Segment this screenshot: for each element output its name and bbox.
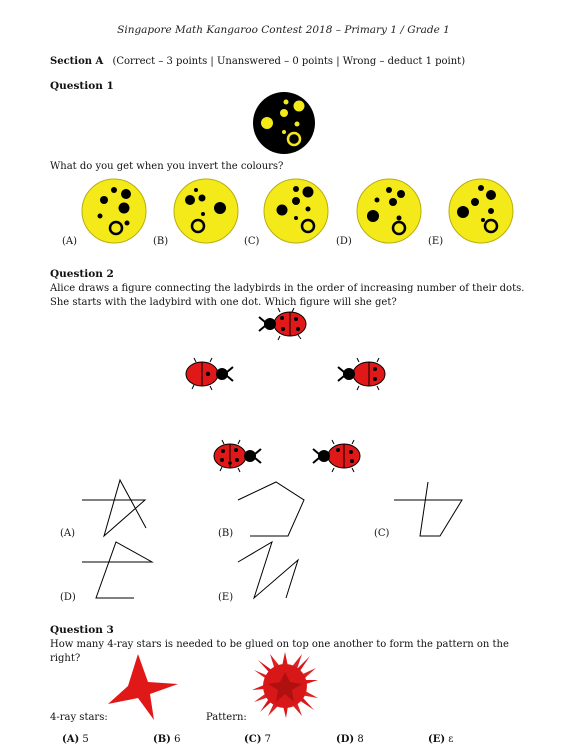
q2-option-e-label[interactable]: (E) — [218, 592, 234, 603]
q2-option-d-label[interactable]: (D) — [60, 592, 76, 603]
q1-option-a-label[interactable]: (A) — [62, 236, 78, 247]
q3-answer-b-value: 6 — [174, 734, 181, 745]
section-scoring: (Correct – 3 points | Unanswered – 0 points | Wrong – deduct 1 point) — [112, 56, 466, 67]
q3-answer-d-label: (D) — [336, 734, 355, 745]
ladybird-top — [258, 308, 310, 340]
ladybird-bottom-right — [312, 440, 364, 472]
star-pattern — [250, 650, 320, 720]
q3-answer-a[interactable] — [62, 734, 89, 745]
question-2-text: Alice draws a figure connecting the ladybirds in the order of increasing number of their dots. She starts with the ladybird with one dot. Which figure will she get? — [50, 283, 525, 308]
question-3-text: How many 4-ray stars is needed to be glued on top one another to form the pattern on the right? — [50, 639, 509, 664]
q2-option-a-figure[interactable] — [82, 478, 152, 540]
q2-option-c-figure[interactable] — [392, 478, 467, 540]
q2-option-e-figure[interactable] — [236, 540, 306, 602]
q3-answer-c-value: 7 — [264, 734, 271, 745]
q3-answer-e-value: ε — [448, 734, 454, 745]
q3-stars-label: 4-ray stars: — [50, 712, 108, 723]
q3-answer-d-value: 8 — [357, 734, 364, 745]
q1-option-d-label[interactable]: (D) — [336, 236, 352, 247]
question-1-text: What do you get when you invert the colours? — [50, 161, 284, 172]
section-label: Section A — [50, 56, 104, 67]
ladybird-bottom-left — [210, 440, 262, 472]
q1-option-a-circle[interactable] — [80, 178, 150, 244]
q1-option-b-circle[interactable] — [172, 178, 242, 244]
q3-answer-e[interactable] — [428, 734, 453, 745]
q1-option-c-label[interactable]: (C) — [244, 236, 260, 247]
q3-pattern-label: Pattern: — [206, 712, 247, 723]
q3-answer-c-label: (C) — [244, 734, 262, 745]
q1-option-b-label[interactable]: (B) — [153, 236, 169, 247]
ladybird-right — [337, 358, 389, 390]
q2-option-b-label[interactable]: (B) — [218, 528, 234, 539]
q1-option-e-circle[interactable] — [447, 178, 517, 244]
question-3-title: Question 3 — [50, 624, 114, 636]
q2-option-c-label[interactable]: (C) — [374, 528, 390, 539]
q2-option-a-label[interactable]: (A) — [60, 528, 76, 539]
q1-option-c-circle[interactable] — [262, 178, 332, 244]
q3-answer-c[interactable] — [244, 734, 271, 745]
q1-option-e-label[interactable]: (E) — [428, 236, 444, 247]
q3-answer-a-label: (A) — [62, 734, 80, 745]
q3-answer-a-value: 5 — [82, 734, 89, 745]
four-ray-star — [104, 654, 180, 722]
q2-option-b-figure[interactable] — [236, 478, 306, 540]
q3-answer-d[interactable] — [336, 734, 364, 745]
ladybird-left — [182, 358, 234, 390]
question-1-title: Question 1 — [50, 80, 114, 92]
q1-original-circle — [250, 92, 320, 156]
question-2-title: Question 2 — [50, 268, 114, 280]
q3-answer-b-label: (B) — [153, 734, 171, 745]
q3-answer-b[interactable] — [153, 734, 180, 745]
page-header: Singapore Math Kangaroo Contest 2018 – Primary 1 / Grade 1 — [117, 24, 450, 36]
q2-option-d-figure[interactable] — [82, 540, 152, 602]
q3-answer-e-label: (E) — [428, 734, 446, 745]
q1-option-d-circle[interactable] — [355, 178, 425, 244]
section-heading — [50, 56, 465, 67]
